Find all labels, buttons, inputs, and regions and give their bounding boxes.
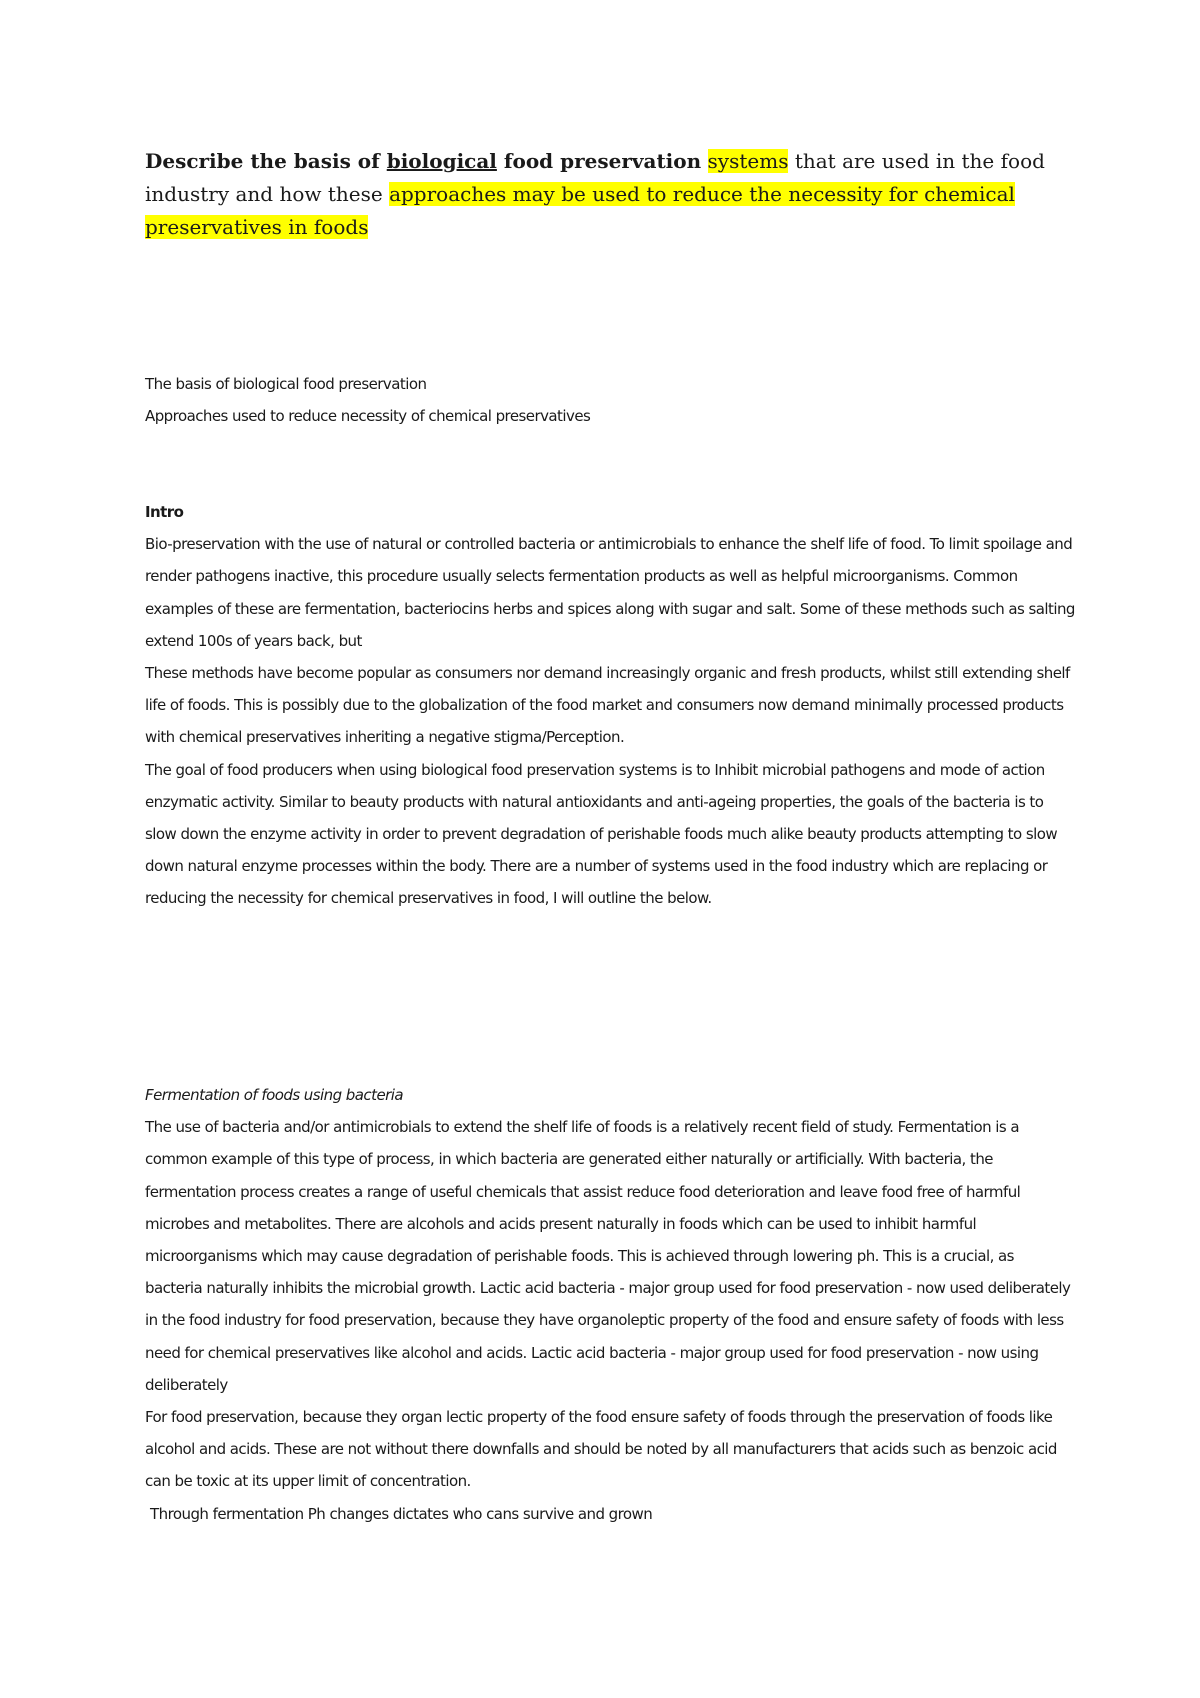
fermentation-label: Fermentation of foods using bacteria: [145, 1086, 403, 1104]
title-highlight-approaches: approaches may be used to reduce the necessity for chemical preservatives in foods: [145, 182, 1015, 239]
title-part-3: food preservation: [496, 149, 702, 173]
title-part-1: Describe the basis of: [145, 149, 387, 173]
fermentation-paragraph-1: The use of bacteria and/or antimicrobials to extend the shelf life of foods is a relatively recent field of study. Fermentation is a common example of this type of process, in which bacteria are generated either naturally or artificially. With bacteria, the fermentation process creates a range of useful chemicals that assist reduce food deterioration and leave food free of harmful microbes and metabolites. There are alcohols and acids present naturally in foods which can be used to inhibit harmful microorganisms which may cause degradation of perishable foods. This is achieved through lowering ph. This is a crucial, as bacteria naturally inhibits the microbial growth. Lactic acid bacteria - major group used for food preservation - now used deliberately in the food industry for food preservation, because they have organoleptic property of the food and ensure safety of foods with less need for chemical preservatives like alcohol and acids. Lactic acid bacteria - major group used for food preservation - now using deliberately: [145, 1118, 1071, 1394]
section-subheads: [145, 368, 1075, 432]
fermentation-paragraph-2: For food preservation, because they organ lectic property of the food ensure safety of foods through the preservation of foods like alcohol and acids. These are not without there downfalls and should be noted by all manufacturers that acids such as benzoic acid can be toxic at its upper limit of concentration.: [145, 1408, 1057, 1491]
fermentation-section: [145, 1079, 1075, 1530]
intro-label: Intro: [145, 503, 184, 521]
title-part-6: that are used in the food industry and how these: [145, 149, 1045, 206]
title-highlight-systems: systems: [707, 149, 789, 173]
title-underlined-word: biological: [386, 149, 497, 173]
fermentation-paragraph-3: Through fermentation Ph changes dictates who cans survive and grown: [150, 1504, 653, 1523]
intro-paragraph-2: These methods have become popular as consumers nor demand increasingly organic and fresh products, whilst still extending shelf life of foods. This is possibly due to the globalization of the food market and consumers now demand minimally processed products with chemical preservatives inheriting a negative stigma/Perception.: [145, 664, 1070, 747]
intro-paragraph-1: Bio-preservation with the use of natural or controlled bacteria or antimicrobials to enhance the shelf life of food. To limit spoilage and render pathogens inactive, this procedure usually selects fermentation products as well as helpful microorganisms. Common examples of these are fermentation, bacteriocins herbs and spices along with sugar and salt. Some of these methods such as salting extend 100s of years back, but: [145, 535, 1075, 650]
subhead-basis: The basis of biological food preservation: [145, 375, 427, 393]
intro-section: [145, 496, 1075, 915]
subhead-approaches: Approaches used to reduce necessity of chemical preservatives: [145, 407, 591, 426]
title-space: [701, 149, 707, 173]
document-title: [145, 145, 1045, 244]
intro-paragraph-3: The goal of food producers when using biological food preservation systems is to Inhibit microbial pathogens and mode of action enzymatic activity. Similar to beauty products with natural antioxidants and anti-ageing properties, the goals of the bacteria is to slow down the enzyme activity in order to prevent degradation of perishable foods much alike beauty products attempting to slow down natural enzyme processes within the body. There are a number of systems used in the food industry which are replacing or reducing the necessity for chemical preservatives in food, I will outline the below.: [145, 760, 1058, 908]
